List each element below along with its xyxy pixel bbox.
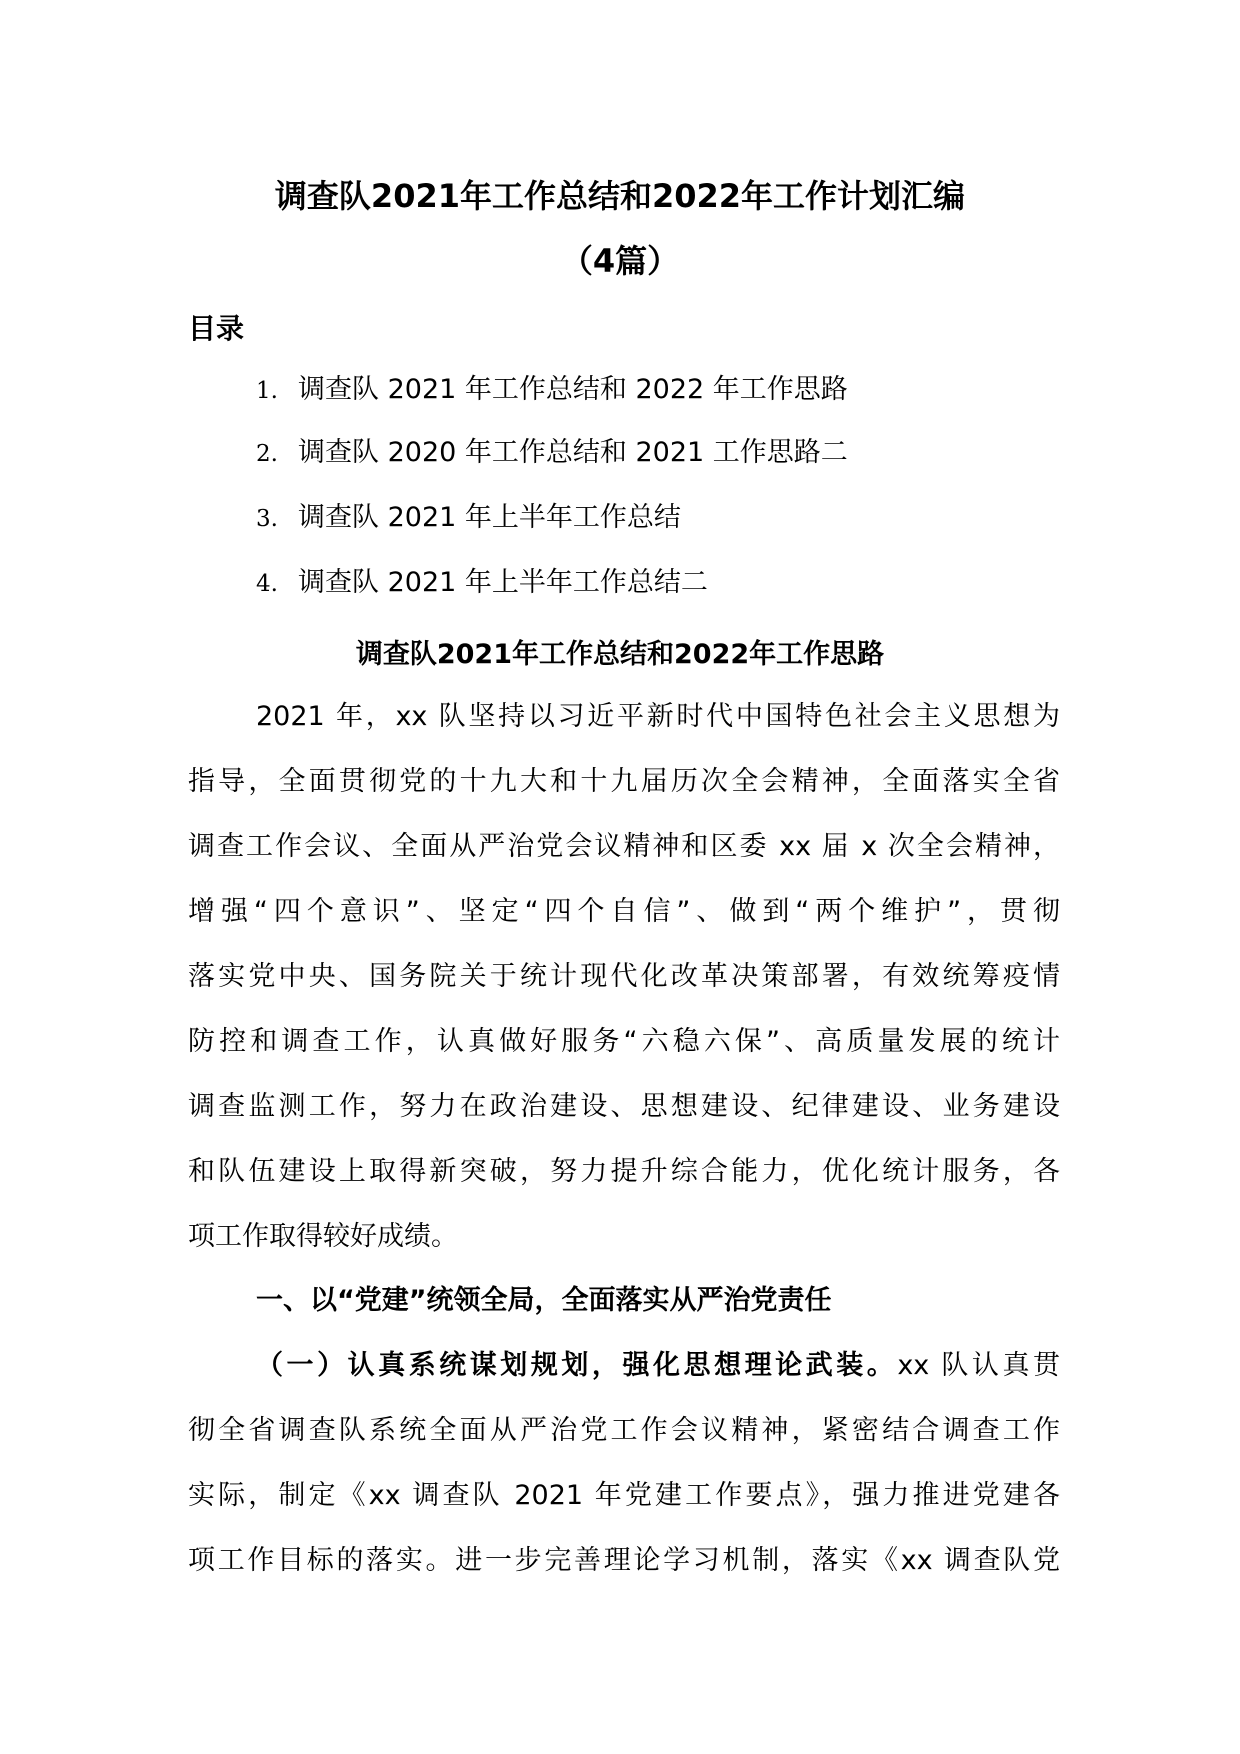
toc-item-number: 4.	[256, 571, 278, 597]
subheading-rest: xx 队认真贯	[897, 1350, 1061, 1381]
paragraph-line: 2021 年，xx 队坚持以习近平新时代中国特色社会主义思想为	[256, 701, 1060, 732]
paragraph-line: 调查监测工作，努力在政治建设、思想建设、纪律建设、业务建设	[188, 1091, 1060, 1122]
paragraph-line: 增强“四个意识”、坚定“四个自信”、做到“两个维护”，贯彻	[188, 896, 1060, 927]
subheading-bold: （一）认真系统谋划规划，强化思想理论武装。	[256, 1350, 898, 1381]
toc-item-number: 3.	[256, 506, 278, 532]
paragraph-line: 指导，全面贯彻党的十九大和十九届历次全会精神，全面落实全省	[188, 766, 1060, 797]
toc-item-text: 调查队 2021 年工作总结和 2022 年工作思路	[298, 374, 848, 405]
heading-level-1: 一、以“党建”统领全局，全面落实从严治党责任	[256, 1285, 832, 1316]
document-title: 调查队2021年工作总结和2022年工作计划汇编	[274, 177, 966, 215]
paragraph-line: 项工作取得较好成绩。	[188, 1221, 458, 1252]
toc-heading: 目录	[188, 312, 245, 345]
paragraph-line: 落实党中央、国务院关于统计现代化改革决策部署，有效统筹疫情	[188, 961, 1060, 992]
toc-item	[256, 372, 848, 409]
toc-item-number: 2.	[256, 441, 278, 467]
paragraph-line: 彻全省调查队系统全面从严治党工作会议精神，紧密结合调查工作	[188, 1415, 1060, 1446]
subheading-line	[256, 1348, 1060, 1384]
document-subtitle: （4篇）	[560, 242, 680, 280]
toc-item-text: 调查队 2021 年上半年工作总结二	[298, 567, 708, 598]
paragraph-line: 和队伍建设上取得新突破，努力提升综合能力，优化统计服务，各	[188, 1156, 1060, 1187]
section-title: 调查队2021年工作总结和2022年工作思路	[355, 639, 885, 670]
toc-item	[256, 565, 708, 602]
paragraph-line: 实际，制定《xx 调查队 2021 年党建工作要点》，强力推进党建各	[188, 1480, 1060, 1511]
paragraph-line: 项工作目标的落实。进一步完善理论学习机制，落实《xx 调查队党	[188, 1545, 1060, 1576]
paragraph-line: 调查工作会议、全面从严治党会议精神和区委 xx 届 x 次全会精神，	[188, 831, 1060, 862]
toc-item	[256, 500, 681, 537]
paragraph-line: 防控和调查工作，认真做好服务“六稳六保”、高质量发展的统计	[188, 1026, 1060, 1057]
toc-item-number: 1.	[256, 378, 278, 404]
toc-item-text: 调查队 2020 年工作总结和 2021 工作思路二	[298, 437, 848, 468]
toc-item	[256, 435, 848, 472]
toc-item-text: 调查队 2021 年上半年工作总结	[298, 502, 681, 533]
